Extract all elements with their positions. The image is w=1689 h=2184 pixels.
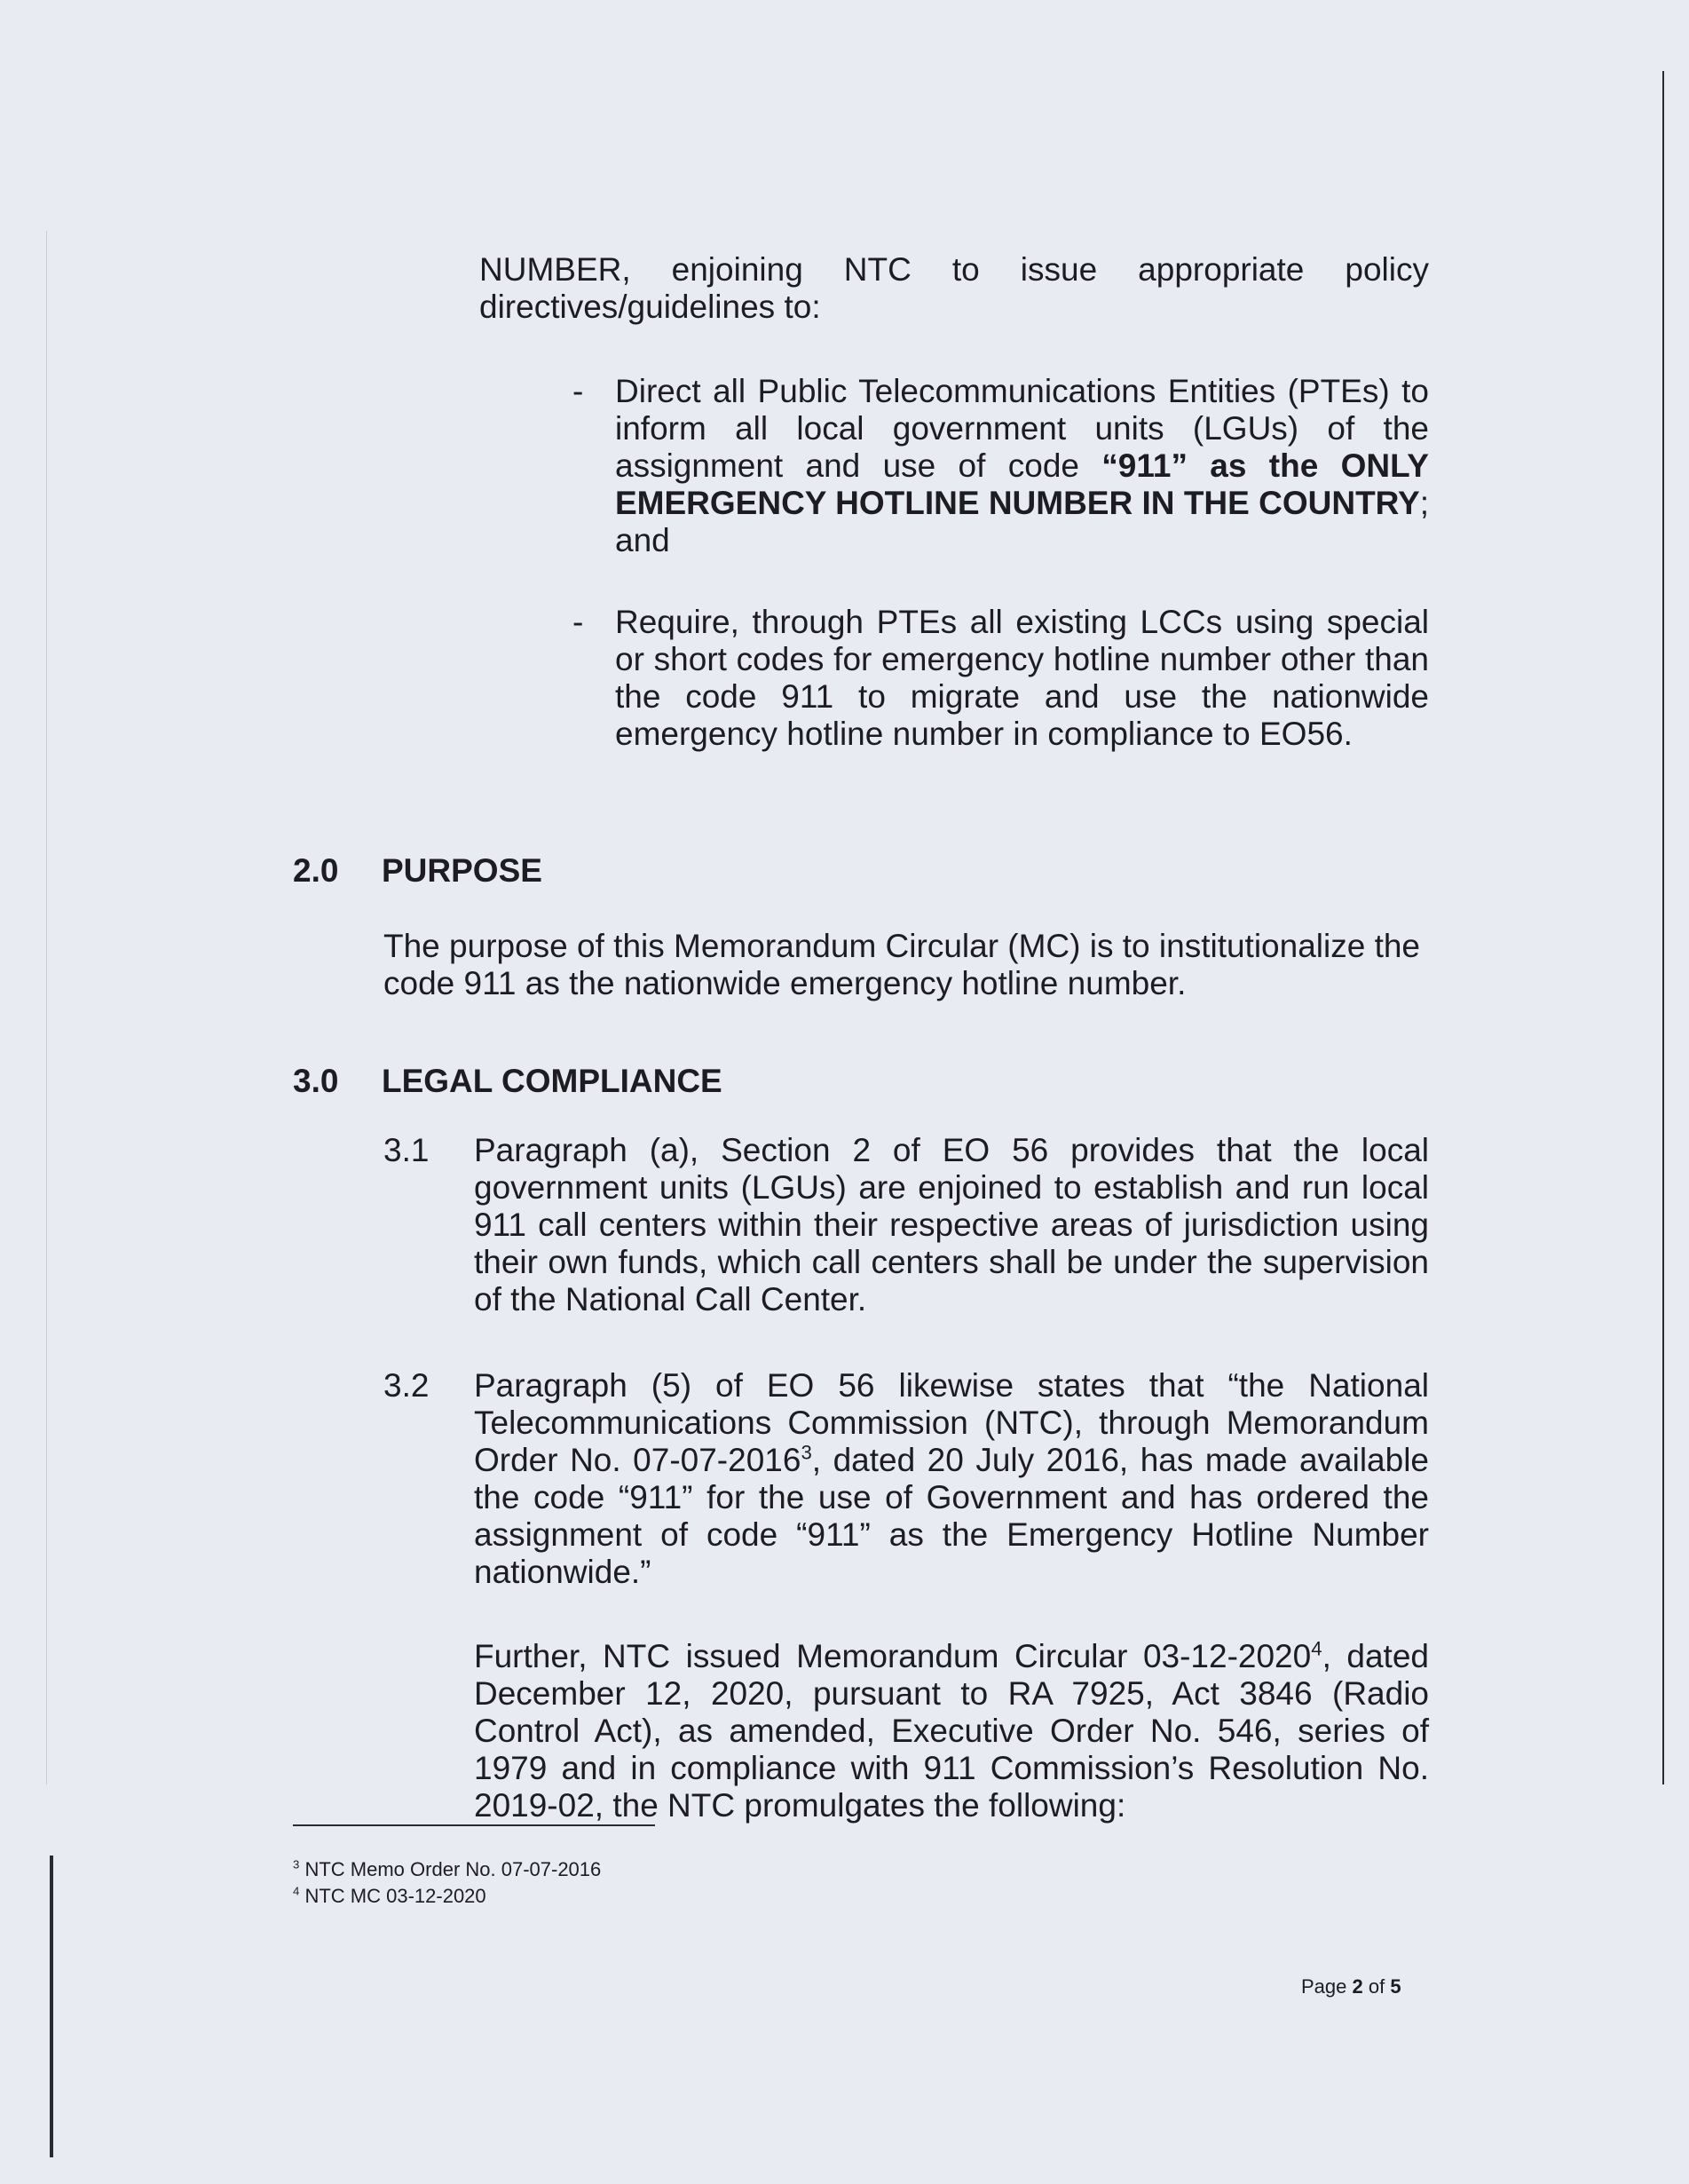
subsection-number: 3.1 xyxy=(383,1132,430,1168)
subsection-number: 3.2 xyxy=(383,1367,430,1404)
section-title: PURPOSE xyxy=(382,852,542,889)
bullet-text-a: Direct all Public Telecommunications Entities (PTEs) to inform all local government units (LGUs) of the assignment and use of code xyxy=(615,373,1429,484)
bullet-bold-text: “911” as the ONLY EMERGENCY HOTLINE NUMBER IN THE COUNTRY xyxy=(615,447,1429,521)
bullet-dash: - xyxy=(572,604,584,640)
page-number-prefix: Page xyxy=(1301,1975,1353,1998)
footnote xyxy=(293,1885,486,1908)
footnote-text: NTC MC 03-12-2020 xyxy=(304,1885,486,1907)
footnote-text: NTC Memo Order No. 07-07-2016 xyxy=(304,1858,602,1880)
left-margin-line xyxy=(50,1856,53,2157)
subsection-text-a: Paragraph (5) of EO 56 likewise states that “the National Telecommunications Commission (NTC), through Memorandum Order No. 07-07-2016 xyxy=(474,1367,1429,1478)
intro-paragraph: NUMBER, enjoining NTC to issue appropriate policy directives/guidelines to: xyxy=(479,251,1429,325)
footnote-mark: 4 xyxy=(293,1884,300,1898)
purpose-paragraph: The purpose of this Memorandum Circular (MC) is to institutionalize the code 911 as the nationwide emergency hotline number. xyxy=(383,928,1421,1001)
right-margin-line xyxy=(1662,71,1664,1784)
footnote-mark: 3 xyxy=(293,1857,300,1871)
footnote xyxy=(293,1858,601,1881)
section-title: LEGAL COMPLIANCE xyxy=(382,1063,722,1099)
further-paragraph xyxy=(474,1638,1429,1824)
subsection-text-b: , dated 20 July 2016, has made available the code “911” for the use of Government and has ordered the assignment of code “911” as the Emergency Hotline Number nationwide.” xyxy=(474,1442,1429,1590)
bullet-text-b: ; and xyxy=(615,485,1429,558)
footnote-ref: 4 xyxy=(1311,1637,1322,1660)
bullet-item-direct-ptes xyxy=(572,373,1429,559)
footnote-separator xyxy=(293,1824,655,1826)
subsection-text: Paragraph (a), Section 2 of EO 56 provides that the local government units (LGUs) are enjoined to establish and run local 911 call centers within their respective areas of jurisdiction using their own funds, which call centers shall be under the supervision of the National Call Center. xyxy=(474,1132,1429,1318)
left-margin-faint-line xyxy=(46,231,47,1784)
bullet-dash: - xyxy=(572,373,584,409)
section-number: 3.0 xyxy=(293,1063,339,1099)
page-number-middle: of xyxy=(1362,1975,1391,1998)
section-number: 2.0 xyxy=(293,852,339,889)
subsection-text xyxy=(474,1367,1429,1591)
footnote-ref: 3 xyxy=(801,1441,812,1464)
bullet-text: Require, through PTEs all existing LCCs using special or short codes for emergency hotline number other than the code 911 to migrate and use the nationwide emergency hotline number in compliance to EO56. xyxy=(615,604,1429,752)
page-number xyxy=(1301,1975,1401,1998)
further-text-a: Further, NTC issued Memorandum Circular 03-12-2020 xyxy=(474,1638,1312,1674)
bullet-item-require-ptes xyxy=(572,604,1429,753)
page-number-current: 2 xyxy=(1352,1975,1363,1998)
further-text-b: , dated December 12, 2020, pursuant to RA 7925, Act 3846 (Radio Control Act), as amended, Executive Order No. 546, series of 1979 and in compliance with 911 Commission’s Resolution No. 2019-02, the NTC promulgates the following: xyxy=(474,1638,1429,1824)
page-number-total: 5 xyxy=(1390,1975,1401,1998)
